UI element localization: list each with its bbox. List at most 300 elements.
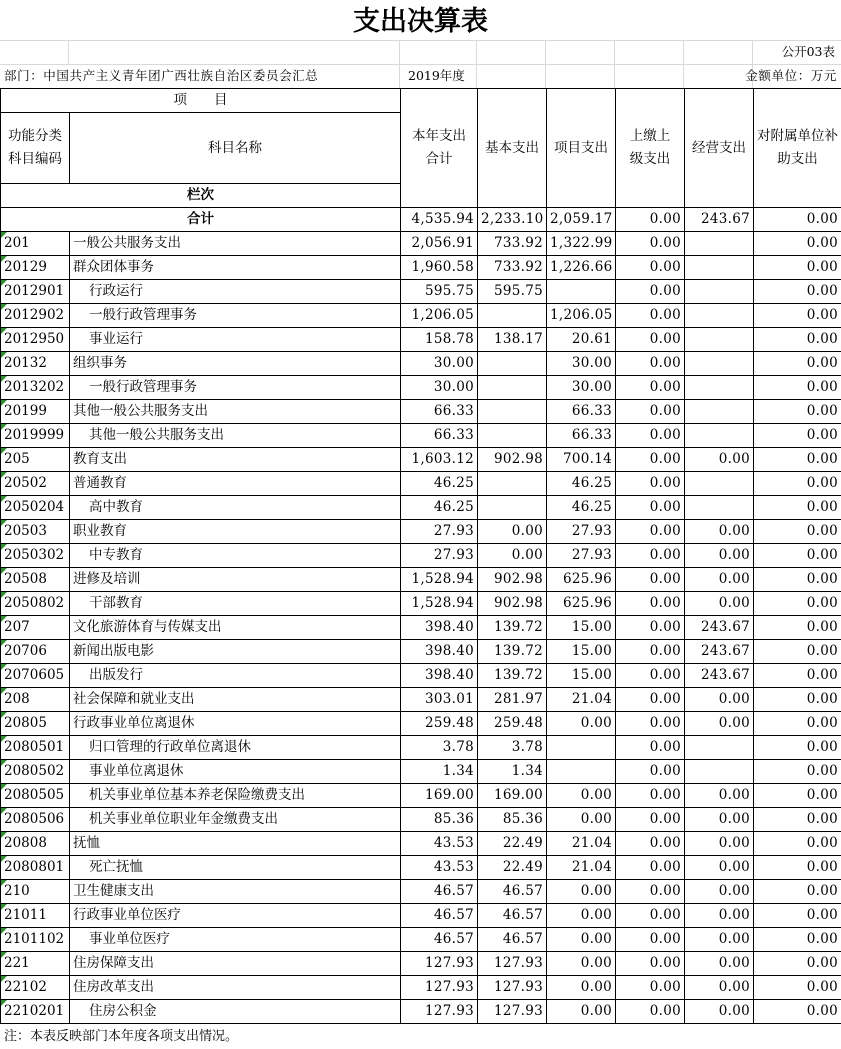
header-name: 科目名称 bbox=[70, 113, 401, 184]
table-row bbox=[1, 832, 841, 856]
row-value: 0.00 bbox=[685, 544, 754, 568]
row-value bbox=[685, 376, 754, 400]
sheet-grid-top bbox=[0, 40, 841, 88]
row-name: 一般公共服务支出 bbox=[70, 232, 401, 256]
cell-marker-icon bbox=[1, 784, 7, 790]
row-value: 46.57 bbox=[478, 904, 547, 928]
table-row bbox=[1, 904, 841, 928]
cell-marker-icon bbox=[1, 1000, 7, 1006]
header-col-1: 本年支出合计 bbox=[401, 89, 478, 208]
cell-marker-icon bbox=[1, 664, 7, 670]
row-name: 归口管理的行政单位离退休 bbox=[70, 736, 401, 760]
row-value: 43.53 bbox=[401, 856, 478, 880]
row-code: 2210201 bbox=[1, 1000, 70, 1024]
row-code: 2080506 bbox=[1, 808, 70, 832]
row-value: 1.34 bbox=[401, 760, 478, 784]
total-value: 2,233.10 bbox=[478, 208, 547, 232]
table-row bbox=[1, 688, 841, 712]
total-value: 4,535.94 bbox=[401, 208, 478, 232]
row-value: 0.00 bbox=[616, 544, 685, 568]
row-value: 0.00 bbox=[754, 280, 841, 304]
row-code: 20502 bbox=[1, 472, 70, 496]
table-row bbox=[1, 544, 841, 568]
cell-marker-icon bbox=[1, 616, 7, 622]
row-value: 0.00 bbox=[754, 256, 841, 280]
row-value bbox=[547, 280, 616, 304]
row-code: 2050204 bbox=[1, 496, 70, 520]
row-value: 0.00 bbox=[685, 976, 754, 1000]
row-value: 46.57 bbox=[401, 904, 478, 928]
row-value: 0.00 bbox=[754, 976, 841, 1000]
row-value: 0.00 bbox=[685, 568, 754, 592]
row-value: 21.04 bbox=[547, 832, 616, 856]
row-code: 20706 bbox=[1, 640, 70, 664]
row-value: 0.00 bbox=[685, 880, 754, 904]
cell-marker-icon bbox=[1, 880, 7, 886]
row-name: 组织事务 bbox=[70, 352, 401, 376]
cell-marker-icon bbox=[1, 568, 7, 574]
page-title: 支出决算表 bbox=[353, 6, 488, 37]
row-value: 0.00 bbox=[616, 928, 685, 952]
row-value: 46.57 bbox=[401, 928, 478, 952]
row-name: 一般行政管理事务 bbox=[70, 304, 401, 328]
row-value: 3.78 bbox=[478, 736, 547, 760]
table-row bbox=[1, 616, 841, 640]
row-value: 0.00 bbox=[754, 640, 841, 664]
row-value: 1,528.94 bbox=[401, 592, 478, 616]
cell-marker-icon bbox=[1, 376, 7, 382]
row-value: 0.00 bbox=[754, 232, 841, 256]
table-row bbox=[1, 352, 841, 376]
row-value bbox=[685, 328, 754, 352]
table-row bbox=[1, 808, 841, 832]
cell-marker-icon bbox=[1, 736, 7, 742]
row-value: 169.00 bbox=[478, 784, 547, 808]
row-value: 0.00 bbox=[754, 760, 841, 784]
row-value: 3.78 bbox=[401, 736, 478, 760]
row-value: 30.00 bbox=[547, 352, 616, 376]
table-row bbox=[1, 280, 841, 304]
row-value: 259.48 bbox=[478, 712, 547, 736]
row-code: 2080502 bbox=[1, 760, 70, 784]
table-row bbox=[1, 712, 841, 736]
row-value bbox=[685, 400, 754, 424]
row-code: 22102 bbox=[1, 976, 70, 1000]
footnote: 注：本表反映部门本年度各项支出情况。 bbox=[4, 1029, 239, 1044]
row-value: 0.00 bbox=[754, 328, 841, 352]
cell-marker-icon bbox=[1, 904, 7, 910]
row-code: 2050302 bbox=[1, 544, 70, 568]
table-row bbox=[1, 976, 841, 1000]
cell-marker-icon bbox=[1, 760, 7, 766]
row-name: 机关事业单位基本养老保险缴费支出 bbox=[70, 784, 401, 808]
department-label: 部门：中国共产主义青年团广西壮族自治区委员会汇总 bbox=[4, 68, 319, 83]
row-value: 0.00 bbox=[754, 592, 841, 616]
row-code: 20199 bbox=[1, 400, 70, 424]
row-code: 210 bbox=[1, 880, 70, 904]
row-code: 2012901 bbox=[1, 280, 70, 304]
row-code: 2012950 bbox=[1, 328, 70, 352]
row-value: 0.00 bbox=[547, 1000, 616, 1024]
row-value bbox=[478, 352, 547, 376]
row-value: 281.97 bbox=[478, 688, 547, 712]
row-value: 0.00 bbox=[754, 448, 841, 472]
row-value: 15.00 bbox=[547, 640, 616, 664]
table-row bbox=[1, 736, 841, 760]
row-value: 0.00 bbox=[685, 688, 754, 712]
row-value: 0.00 bbox=[616, 976, 685, 1000]
cell-marker-icon bbox=[1, 280, 7, 286]
row-value: 0.00 bbox=[616, 424, 685, 448]
table-row bbox=[1, 328, 841, 352]
row-value: 66.33 bbox=[547, 400, 616, 424]
row-value: 46.25 bbox=[401, 472, 478, 496]
row-code: 21011 bbox=[1, 904, 70, 928]
row-value bbox=[685, 472, 754, 496]
cell-marker-icon bbox=[1, 232, 7, 238]
cell-marker-icon bbox=[1, 592, 7, 598]
row-name: 其他一般公共服务支出 bbox=[70, 400, 401, 424]
row-value: 0.00 bbox=[685, 808, 754, 832]
row-value: 243.67 bbox=[685, 664, 754, 688]
row-value: 0.00 bbox=[616, 568, 685, 592]
row-value: 0.00 bbox=[754, 736, 841, 760]
row-value: 1.34 bbox=[478, 760, 547, 784]
row-name: 住房改革支出 bbox=[70, 976, 401, 1000]
row-value: 0.00 bbox=[685, 832, 754, 856]
row-value: 733.92 bbox=[478, 232, 547, 256]
row-value: 0.00 bbox=[754, 352, 841, 376]
row-value: 46.25 bbox=[401, 496, 478, 520]
row-value: 303.01 bbox=[401, 688, 478, 712]
row-value: 625.96 bbox=[547, 568, 616, 592]
row-value: 0.00 bbox=[754, 952, 841, 976]
row-value: 1,528.94 bbox=[401, 568, 478, 592]
row-name: 干部教育 bbox=[70, 592, 401, 616]
row-value: 139.72 bbox=[478, 664, 547, 688]
row-value: 0.00 bbox=[754, 496, 841, 520]
row-value: 0.00 bbox=[754, 568, 841, 592]
row-name: 社会保障和就业支出 bbox=[70, 688, 401, 712]
row-value: 127.93 bbox=[401, 1000, 478, 1024]
row-value: 66.33 bbox=[401, 424, 478, 448]
row-value: 85.36 bbox=[401, 808, 478, 832]
row-value: 0.00 bbox=[685, 520, 754, 544]
row-value: 22.49 bbox=[478, 856, 547, 880]
row-value: 20.61 bbox=[547, 328, 616, 352]
row-value: 66.33 bbox=[547, 424, 616, 448]
table-row bbox=[1, 760, 841, 784]
row-value: 0.00 bbox=[754, 928, 841, 952]
cell-marker-icon bbox=[1, 640, 7, 646]
header-col-4: 上缴上级支出 bbox=[616, 89, 685, 208]
row-value: 30.00 bbox=[401, 352, 478, 376]
row-value: 0.00 bbox=[685, 784, 754, 808]
row-code: 2019999 bbox=[1, 424, 70, 448]
cell-marker-icon bbox=[1, 688, 7, 694]
row-value: 127.93 bbox=[401, 976, 478, 1000]
cell-marker-icon bbox=[1, 304, 7, 310]
table-row bbox=[1, 520, 841, 544]
year-label: 2019年度 bbox=[408, 68, 465, 83]
row-code: 2101102 bbox=[1, 928, 70, 952]
row-value: 0.00 bbox=[754, 472, 841, 496]
row-name: 行政事业单位离退休 bbox=[70, 712, 401, 736]
row-name: 卫生健康支出 bbox=[70, 880, 401, 904]
row-value: 398.40 bbox=[401, 664, 478, 688]
row-code: 2012902 bbox=[1, 304, 70, 328]
row-value: 15.00 bbox=[547, 664, 616, 688]
row-value: 0.00 bbox=[616, 520, 685, 544]
row-code: 20808 bbox=[1, 832, 70, 856]
row-value: 0.00 bbox=[616, 256, 685, 280]
row-code: 20805 bbox=[1, 712, 70, 736]
row-name: 住房公积金 bbox=[70, 1000, 401, 1024]
row-value: 0.00 bbox=[616, 592, 685, 616]
row-value: 0.00 bbox=[547, 952, 616, 976]
row-value: 0.00 bbox=[754, 1000, 841, 1024]
row-value bbox=[685, 304, 754, 328]
row-value: 398.40 bbox=[401, 616, 478, 640]
row-value: 0.00 bbox=[616, 760, 685, 784]
row-code: 20132 bbox=[1, 352, 70, 376]
row-value: 0.00 bbox=[754, 832, 841, 856]
row-value: 22.49 bbox=[478, 832, 547, 856]
row-value: 0.00 bbox=[685, 712, 754, 736]
row-code: 2080801 bbox=[1, 856, 70, 880]
row-name: 普通教育 bbox=[70, 472, 401, 496]
row-value: 1,960.58 bbox=[401, 256, 478, 280]
table-row bbox=[1, 424, 841, 448]
row-value: 398.40 bbox=[401, 640, 478, 664]
row-name: 事业单位离退休 bbox=[70, 760, 401, 784]
row-value: 902.98 bbox=[478, 568, 547, 592]
row-value: 0.00 bbox=[616, 280, 685, 304]
row-value: 0.00 bbox=[616, 952, 685, 976]
cell-marker-icon bbox=[1, 400, 7, 406]
row-name: 中专教育 bbox=[70, 544, 401, 568]
row-value: 0.00 bbox=[616, 232, 685, 256]
row-code: 20508 bbox=[1, 568, 70, 592]
row-value bbox=[478, 304, 547, 328]
row-value bbox=[547, 760, 616, 784]
table-row bbox=[1, 1000, 841, 1024]
row-value: 21.04 bbox=[547, 856, 616, 880]
cell-marker-icon bbox=[1, 328, 7, 334]
header-col-6: 对附属单位补助支出 bbox=[754, 89, 841, 208]
row-value: 0.00 bbox=[685, 928, 754, 952]
row-value: 27.93 bbox=[547, 520, 616, 544]
row-value: 127.93 bbox=[478, 976, 547, 1000]
row-name: 行政事业单位医疗 bbox=[70, 904, 401, 928]
table-row bbox=[1, 664, 841, 688]
row-value bbox=[478, 376, 547, 400]
cell-marker-icon bbox=[1, 928, 7, 934]
row-value: 158.78 bbox=[401, 328, 478, 352]
row-value: 15.00 bbox=[547, 616, 616, 640]
table-row bbox=[1, 400, 841, 424]
row-value bbox=[478, 424, 547, 448]
row-value: 0.00 bbox=[685, 952, 754, 976]
cell-marker-icon bbox=[1, 424, 7, 430]
row-value: 0.00 bbox=[616, 352, 685, 376]
row-value: 46.25 bbox=[547, 496, 616, 520]
table-row bbox=[1, 256, 841, 280]
row-value: 0.00 bbox=[547, 712, 616, 736]
row-value bbox=[547, 736, 616, 760]
row-value: 46.57 bbox=[401, 880, 478, 904]
row-value: 243.67 bbox=[685, 640, 754, 664]
row-value bbox=[685, 280, 754, 304]
row-value: 0.00 bbox=[754, 688, 841, 712]
row-value: 2,056.91 bbox=[401, 232, 478, 256]
row-value: 0.00 bbox=[547, 808, 616, 832]
row-value: 0.00 bbox=[616, 304, 685, 328]
table-row bbox=[1, 496, 841, 520]
row-value: 0.00 bbox=[754, 664, 841, 688]
row-value: 0.00 bbox=[754, 808, 841, 832]
row-name: 抚恤 bbox=[70, 832, 401, 856]
row-value: 46.57 bbox=[478, 928, 547, 952]
row-value: 902.98 bbox=[478, 448, 547, 472]
row-value: 46.57 bbox=[478, 880, 547, 904]
row-name: 一般行政管理事务 bbox=[70, 376, 401, 400]
row-value: 139.72 bbox=[478, 616, 547, 640]
row-value: 43.53 bbox=[401, 832, 478, 856]
total-row bbox=[1, 208, 841, 232]
row-value: 1,322.99 bbox=[547, 232, 616, 256]
row-value: 0.00 bbox=[685, 856, 754, 880]
row-value: 27.93 bbox=[401, 520, 478, 544]
row-value: 0.00 bbox=[616, 808, 685, 832]
row-code: 201 bbox=[1, 232, 70, 256]
row-value: 0.00 bbox=[685, 592, 754, 616]
row-value: 127.93 bbox=[478, 1000, 547, 1024]
row-value: 0.00 bbox=[478, 544, 547, 568]
row-value: 0.00 bbox=[754, 424, 841, 448]
row-value: 0.00 bbox=[754, 616, 841, 640]
row-value: 0.00 bbox=[685, 904, 754, 928]
expenditure-table bbox=[0, 88, 841, 1024]
row-label-lanci: 栏次 bbox=[1, 184, 401, 208]
row-value: 259.48 bbox=[401, 712, 478, 736]
row-value: 46.25 bbox=[547, 472, 616, 496]
table-row bbox=[1, 856, 841, 880]
cell-marker-icon bbox=[1, 496, 7, 502]
row-value: 127.93 bbox=[401, 952, 478, 976]
row-value: 243.67 bbox=[685, 616, 754, 640]
row-name: 新闻出版电影 bbox=[70, 640, 401, 664]
row-value: 0.00 bbox=[616, 784, 685, 808]
table-row bbox=[1, 448, 841, 472]
row-name: 出版发行 bbox=[70, 664, 401, 688]
row-code: 2080501 bbox=[1, 736, 70, 760]
row-name: 死亡抚恤 bbox=[70, 856, 401, 880]
row-code: 20503 bbox=[1, 520, 70, 544]
total-value: 243.67 bbox=[685, 208, 754, 232]
table-row bbox=[1, 928, 841, 952]
row-value: 0.00 bbox=[754, 544, 841, 568]
cell-marker-icon bbox=[1, 856, 7, 862]
total-value: 0.00 bbox=[754, 208, 841, 232]
row-value: 0.00 bbox=[478, 520, 547, 544]
row-value: 0.00 bbox=[616, 472, 685, 496]
row-value: 0.00 bbox=[616, 904, 685, 928]
header-row-project bbox=[1, 89, 841, 113]
total-label: 合计 bbox=[1, 208, 401, 232]
cell-marker-icon bbox=[1, 832, 7, 838]
row-code: 20129 bbox=[1, 256, 70, 280]
unit-label: 金额单位：万元 bbox=[745, 68, 837, 83]
row-value: 30.00 bbox=[401, 376, 478, 400]
row-value: 139.72 bbox=[478, 640, 547, 664]
row-value: 127.93 bbox=[478, 952, 547, 976]
table-row bbox=[1, 592, 841, 616]
cell-marker-icon bbox=[1, 352, 7, 358]
table-row bbox=[1, 376, 841, 400]
row-value: 0.00 bbox=[547, 928, 616, 952]
row-value: 0.00 bbox=[754, 400, 841, 424]
row-name: 行政运行 bbox=[70, 280, 401, 304]
row-code: 2070605 bbox=[1, 664, 70, 688]
row-name: 高中教育 bbox=[70, 496, 401, 520]
header-col-5: 经营支出 bbox=[685, 89, 754, 208]
row-value bbox=[685, 232, 754, 256]
row-value bbox=[685, 352, 754, 376]
row-name: 职业教育 bbox=[70, 520, 401, 544]
table-row bbox=[1, 304, 841, 328]
row-value bbox=[685, 496, 754, 520]
row-code: 2050802 bbox=[1, 592, 70, 616]
row-value: 733.92 bbox=[478, 256, 547, 280]
table-row bbox=[1, 232, 841, 256]
row-name: 机关事业单位职业年金缴费支出 bbox=[70, 808, 401, 832]
header-col-2: 基本支出 bbox=[478, 89, 547, 208]
row-name: 进修及培训 bbox=[70, 568, 401, 592]
total-value: 2,059.17 bbox=[547, 208, 616, 232]
row-value: 169.00 bbox=[401, 784, 478, 808]
row-value: 625.96 bbox=[547, 592, 616, 616]
row-code: 2013202 bbox=[1, 376, 70, 400]
cell-marker-icon bbox=[1, 256, 7, 262]
row-value bbox=[478, 496, 547, 520]
row-value: 0.00 bbox=[547, 784, 616, 808]
row-value bbox=[685, 424, 754, 448]
table-row bbox=[1, 640, 841, 664]
row-value: 1,226.66 bbox=[547, 256, 616, 280]
table-row bbox=[1, 880, 841, 904]
row-value: 0.00 bbox=[616, 688, 685, 712]
header-code: 功能分类科目编码 bbox=[1, 113, 70, 184]
row-value: 0.00 bbox=[616, 856, 685, 880]
cell-marker-icon bbox=[1, 520, 7, 526]
header-col-3: 项目支出 bbox=[547, 89, 616, 208]
table-row bbox=[1, 472, 841, 496]
cell-marker-icon bbox=[1, 808, 7, 814]
row-value: 0.00 bbox=[616, 640, 685, 664]
row-value: 0.00 bbox=[754, 376, 841, 400]
row-code: 2080505 bbox=[1, 784, 70, 808]
row-code: 205 bbox=[1, 448, 70, 472]
row-value: 1,603.12 bbox=[401, 448, 478, 472]
row-value: 0.00 bbox=[754, 520, 841, 544]
row-value: 27.93 bbox=[401, 544, 478, 568]
row-value: 0.00 bbox=[616, 832, 685, 856]
row-value: 1,206.05 bbox=[547, 304, 616, 328]
row-value: 0.00 bbox=[616, 664, 685, 688]
row-value: 0.00 bbox=[616, 400, 685, 424]
row-value: 0.00 bbox=[547, 880, 616, 904]
